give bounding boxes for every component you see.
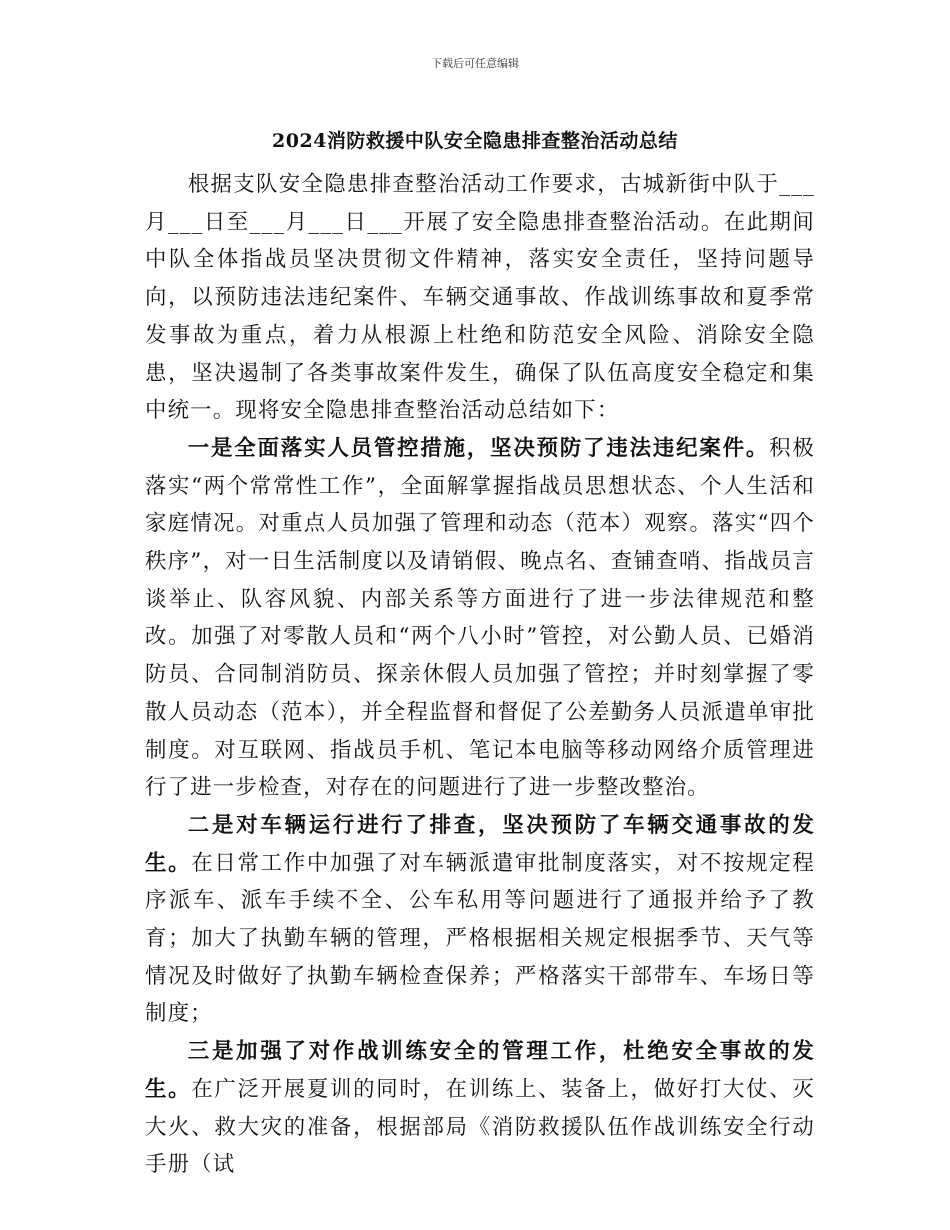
paragraph-intro xyxy=(145,166,815,430)
paragraph-text: 在日常工作中加强了对车辆派遣审批制度落实，对不按规定程序派车、派车手续不全、公车私用等问题进行了通报并给予了教育；加大了执勤车辆的管理，严格根据相关规定根据季节、天气等情况及时做好了执勤车辆检查保养；严格落实干部带车、车场日等制度； xyxy=(145,850,815,1027)
paragraph-text: 根据支队安全隐患排查整治活动工作要求，古城新街中队于___月___日至___月___日___开展了安全隐患排查整治活动。在此期间中队全体指战员坚决贯彻文件精神，落实安全责任，坚持问题导向，以预防违法违纪案件、车辆交通事故、作战训练事故和夏季常发事故为重点，着力从根源上杜绝和防范安全风险、消除安全隐患，坚决遏制了各类事故案件发生，确保了队伍高度安全稳定和集中统一。现将安全隐患排查整治活动总结如下： xyxy=(145,172,815,424)
paragraph-vehicle-safety xyxy=(145,807,815,1033)
paragraph-lead: 三是加强了对作战训练安全的管理工作，杜绝安全事故的发生。 xyxy=(145,1039,815,1102)
document-title: 2024消防救援中队安全隐患排查整治活动总结 xyxy=(272,130,678,152)
page-header-note: 下载后可任意编辑 xyxy=(431,57,519,70)
document-body xyxy=(145,166,815,1184)
paragraph-training-safety xyxy=(145,1033,815,1184)
paragraph-lead: 一是全面落实人员管控措施，坚决预防了违法违纪案件。 xyxy=(187,435,770,461)
paragraph-text: 积极落实“两个常常性工作”，全面解掌握指战员思想状态、个人生活和家庭情况。对重点人员加强了管理和动态（范本）观察。落实“四个秩序”，对一日生活制度以及请销假、晚点名、查铺查哨、指战员言谈举止、队容风貌、内部关系等方面进行了进一步法律规范和整改。加强了对零散人员和“两个八小时”管控，对公勤人员、已婚消防员、合同制消防员、探亲休假人员加强了管控；并时刻掌握了零散人员动态（范本），并全程监督和督促了公差勤务人员派遣单审批制度。对互联网、指战员手机、笔记本电脑等移动网络介质管理进行了进一步检查，对存在的问题进行了进一步整改整治。 xyxy=(145,435,815,801)
paragraph-personnel-control xyxy=(145,430,815,807)
paragraph-text: 在广泛开展夏训的同时，在训练上、装备上，做好打大仗、灭大火、救大灾的准备，根据部局《消防救援队伍作战训练安全行动手册（试 xyxy=(145,1076,815,1178)
paragraph-lead: 二是对车辆运行进行了排查，坚决预防了车辆交通事故的发生。 xyxy=(145,812,815,876)
